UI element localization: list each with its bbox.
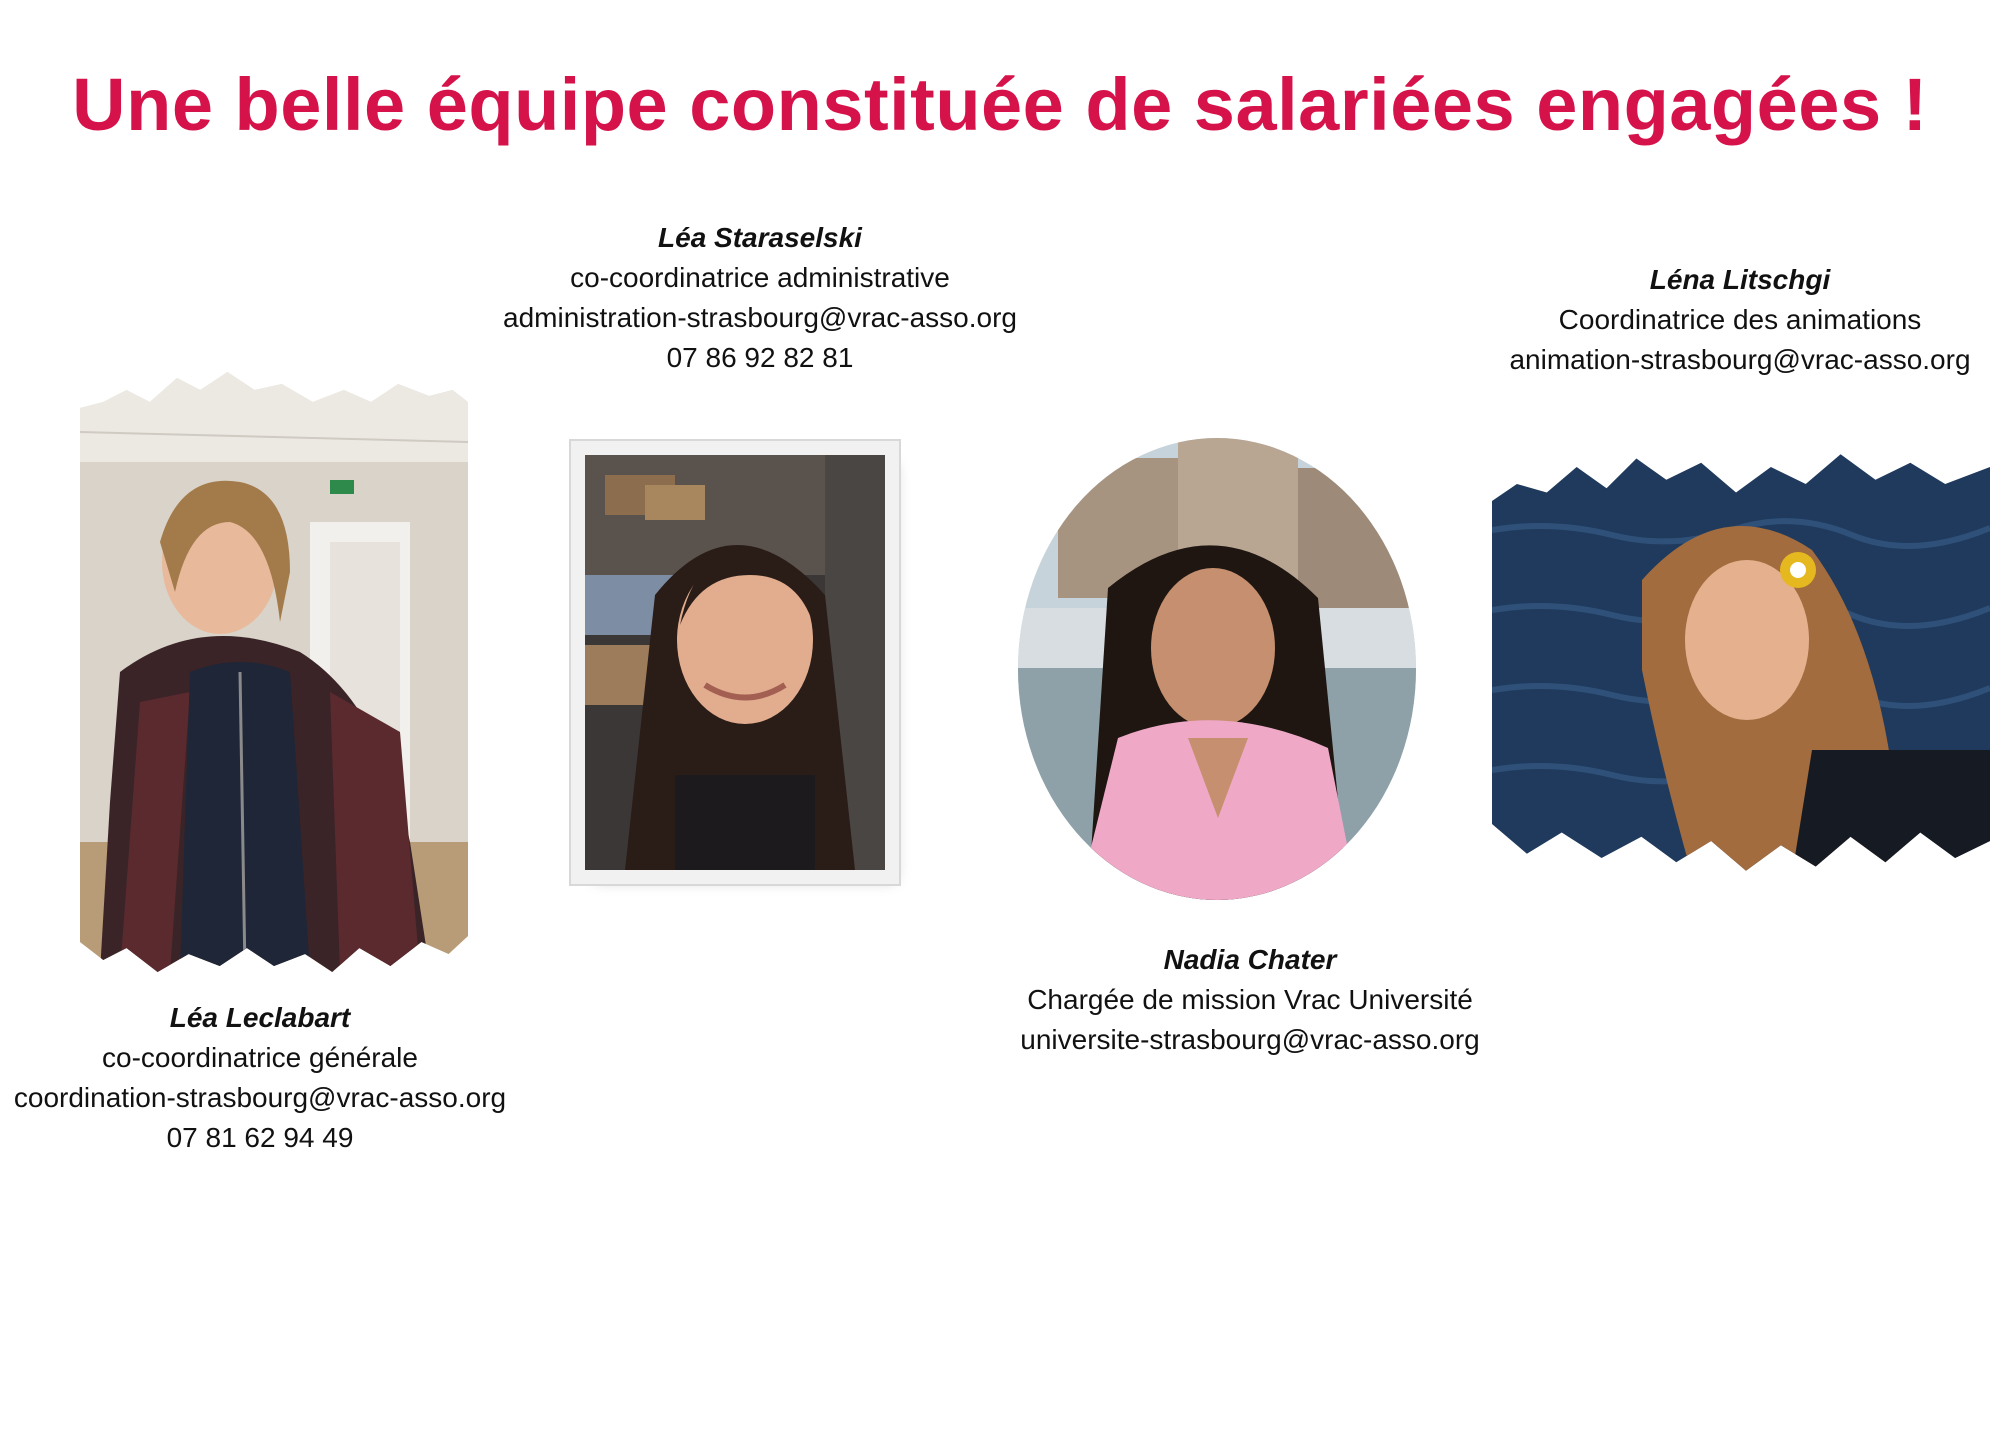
person-name: Léa Staraselski	[658, 222, 862, 253]
person-role: co-coordinatrice générale	[102, 1042, 418, 1073]
person-name: Léa Leclabart	[169, 1002, 351, 1033]
person-name: Léna Litschgi	[1649, 264, 1831, 295]
person-role: co-coordinatrice administrative	[570, 262, 950, 293]
card-lea-leclabart	[0, 998, 520, 1158]
person-role: Coordinatrice des animations	[1558, 304, 1922, 335]
card-lea-staraselski	[480, 218, 1040, 378]
photo-lena-litschgi	[1492, 450, 1990, 875]
photo-lea-leclabart	[80, 372, 468, 972]
person-email[interactable]: universite-strasbourg@vrac-asso.org	[1020, 1024, 1480, 1055]
person-phone[interactable]: 07 86 92 82 81	[666, 342, 854, 373]
photo-nadia-chater	[1018, 438, 1416, 900]
person-role: Chargée de mission Vrac Université	[1027, 984, 1473, 1015]
card-nadia-chater	[990, 940, 1510, 1060]
person-email[interactable]: coordination-strasbourg@vrac-asso.org	[13, 1082, 507, 1113]
person-email[interactable]: administration-strasbourg@vrac-asso.org	[503, 302, 1017, 333]
person-name: Nadia Chater	[1163, 944, 1337, 975]
photo-lea-staraselski	[585, 455, 885, 870]
person-phone[interactable]: 07 81 62 94 49	[166, 1122, 354, 1153]
person-email[interactable]: animation-strasbourg@vrac-asso.org	[1509, 344, 1971, 375]
card-lena-litschgi	[1480, 260, 2000, 380]
page-title: Une belle équipe constituée de salariées engagées !	[72, 63, 1928, 146]
